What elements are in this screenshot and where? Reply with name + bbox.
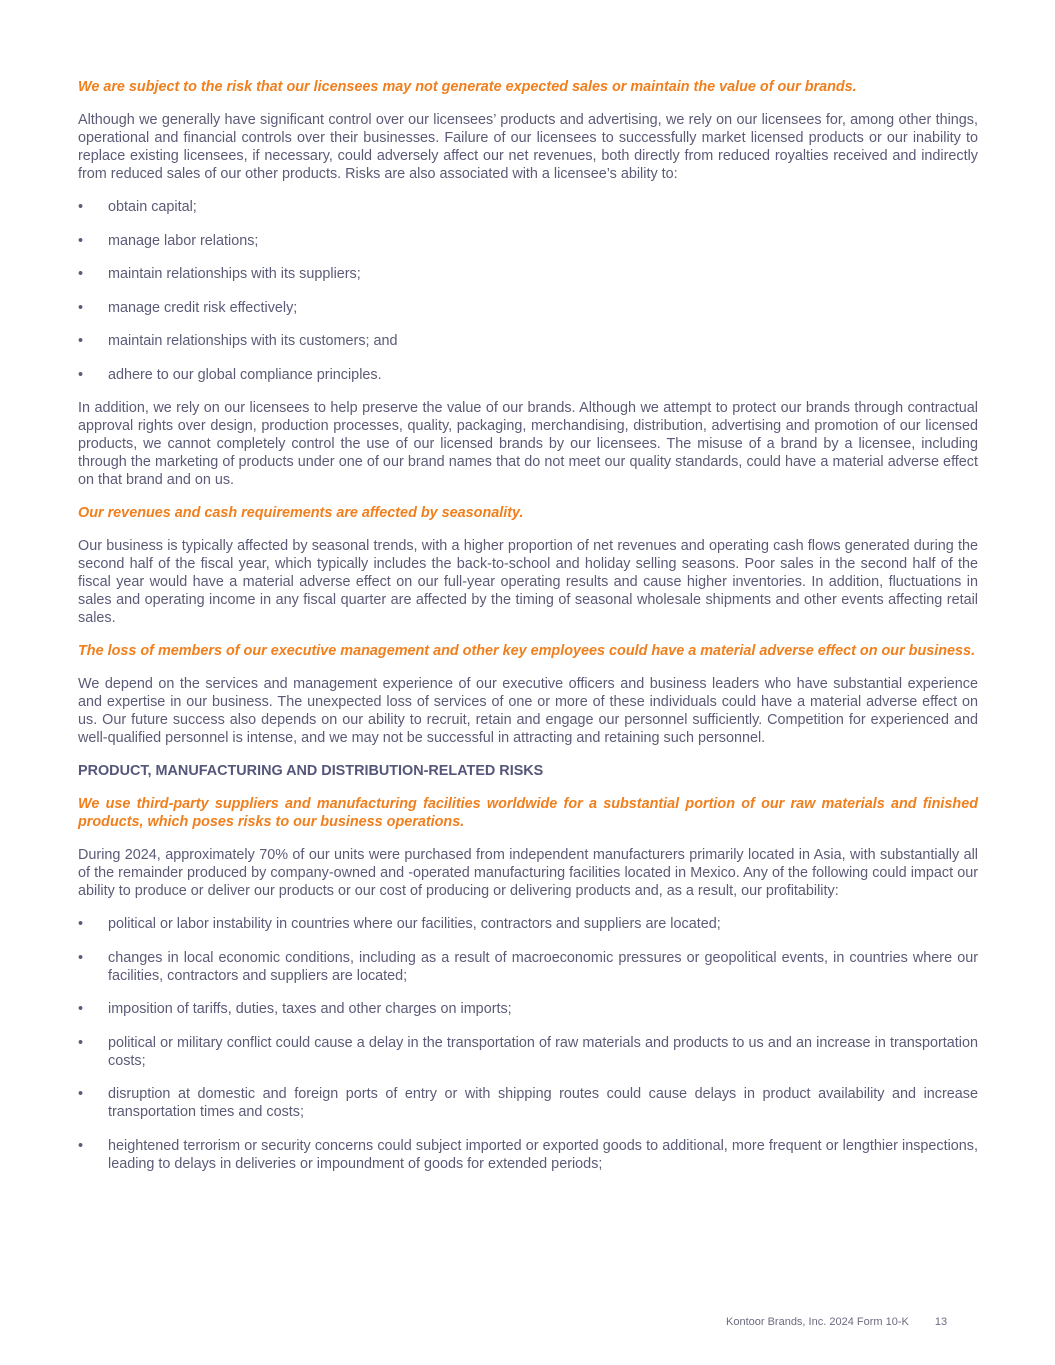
- bullet-icon: •: [78, 333, 84, 349]
- paragraph-seasonality: Our business is typically affected by seasonal trends, with a higher proportion of net revenues and operating cash flows generated during the second half of the fiscal year, which typically includes the back-to-school and holiday selling seasons. Poor sales in the second half of the fiscal year would have a material adverse effect on our full-year operating results and cause higher inventories. In addition, fluctuations in sales and operating income in any fiscal quarter are affected by the timing of seasonal wholesale shipments and other events affecting retail sales.: [78, 538, 978, 626]
- list-item: [78, 265, 978, 283]
- bullet-icon: •: [78, 1001, 84, 1017]
- risk-heading-management: The loss of members of our executive management and other key employees could have a material adverse effect on our business.: [78, 643, 976, 659]
- list-item: [78, 232, 978, 250]
- list-item: [78, 915, 978, 933]
- paragraph-management: We depend on the services and management experience of our executive officers and business leaders who have substantial experience and expertise in our business. The unexpected loss of services of one or more of these individuals could have a material adverse effect on us. Our future success also depends on our ability to recruit, retain and engage our personnel sufficiently. Competition for experienced and well-qualified personnel is intense, and we may not be successful in attracting and retaining such personnel.: [78, 676, 978, 746]
- bullet-icon: •: [78, 266, 84, 282]
- risk-heading-licensees: We are subject to the risk that our licensees may not generate expected sales or maintain the value of our brands.: [78, 79, 857, 95]
- list-item: [78, 299, 978, 317]
- risk-heading-suppliers: We use third-party suppliers and manufacturing facilities worldwide for a substantial portion of our raw materials and finished products, which poses risks to our business operations.: [78, 796, 978, 830]
- risk-heading-seasonality: Our revenues and cash requirements are affected by seasonality.: [78, 505, 524, 521]
- list-item-text: political or labor instability in countries where our facilities, contractors and suppliers are located;: [108, 916, 721, 932]
- page-footer: [726, 1316, 947, 1328]
- supplier-risk-list: [78, 915, 978, 1173]
- page-number: 13: [934, 1316, 948, 1328]
- bullet-icon: •: [78, 232, 84, 249]
- section-title-product-risks: PRODUCT, MANUFACTURING AND DISTRIBUTION-RELATED RISKS: [78, 763, 544, 779]
- list-item-text: heightened terrorism or security concerns could subject imported or exported goods to additional, more frequent or lengthier inspections, leading to delays in deliveries or impoundment of goods for extended periods;: [108, 1137, 978, 1172]
- list-item: [78, 949, 978, 985]
- footer-document-title: Kontoor Brands, Inc. 2024 Form 10-K: [726, 1316, 909, 1328]
- paragraph-suppliers-intro: During 2024, approximately 70% of our units were purchased from independent manufacturers primarily located in Asia, with substantially all of the remainder produced by company-owned and -operated manufacturing facilities located in Mexico. Any of the following could impact our ability to produce or deliver our products or our cost of producing or delivering products and, as a result, our profitability:: [78, 847, 978, 899]
- bullet-icon: •: [78, 1086, 84, 1102]
- list-item-text: changes in local economic conditions, including as a result of macroeconomic pressures or geopolitical events, in countries where our facilities, contractors and suppliers are located;: [108, 949, 978, 984]
- list-item: [78, 198, 978, 216]
- list-item: [78, 1085, 978, 1121]
- paragraph-licensees-closing: In addition, we rely on our licensees to help preserve the value of our brands. Although we attempt to protect our brands through contractual approval rights over design, production processes, quality, packaging, merchandising, distribution, advertising and promotion of our licensed products, we cannot completely control the use of our licensed brands by our licensees. The misuse of a brand by a licensee, including through the marketing of products under one of our brand names that do not meet our quality standards, could have a material adverse effect on that brand and on us.: [78, 400, 978, 488]
- list-item-text: political or military conflict could cause a delay in the transportation of raw materials and products to us and an increase in transportation costs;: [108, 1034, 978, 1069]
- list-item-text: obtain capital;: [108, 199, 197, 215]
- list-item-text: manage labor relations;: [108, 232, 259, 249]
- bullet-icon: •: [78, 1034, 84, 1051]
- list-item-text: manage credit risk effectively;: [108, 299, 298, 316]
- list-item: [78, 332, 978, 350]
- list-item: [78, 1000, 978, 1018]
- bullet-icon: •: [78, 366, 84, 383]
- bullet-icon: •: [78, 1137, 84, 1154]
- list-item-text: adhere to our global compliance principles.: [108, 366, 382, 383]
- list-item: [78, 1137, 978, 1173]
- document-page: [78, 78, 978, 1188]
- list-item-text: maintain relationships with its customers; and: [108, 333, 398, 349]
- list-item: [78, 366, 978, 384]
- bullet-icon: •: [78, 199, 84, 215]
- list-item-text: maintain relationships with its suppliers;: [108, 266, 361, 282]
- bullet-icon: •: [78, 299, 84, 316]
- paragraph-licensees-intro: Although we generally have significant control over our licensees’ products and advertising, we rely on our licensees for, among other things, operational and financial controls over their businesses. Failure of our licensees to successfully market licensed products or our inability to replace existing licensees, if necessary, could adversely affect our net revenues, both directly from reduced royalties received and indirectly from reduced sales of our other products. Risks are also associated with a licensee’s ability to:: [78, 112, 978, 182]
- bullet-icon: •: [78, 949, 84, 966]
- bullet-icon: •: [78, 916, 84, 932]
- list-item-text: imposition of tariffs, duties, taxes and other charges on imports;: [108, 1001, 512, 1017]
- licensee-risk-list: [78, 198, 978, 384]
- list-item: [78, 1034, 978, 1070]
- list-item-text: disruption at domestic and foreign ports of entry or with shipping routes could cause delays in product availability and increase transportation times and costs;: [108, 1086, 978, 1120]
